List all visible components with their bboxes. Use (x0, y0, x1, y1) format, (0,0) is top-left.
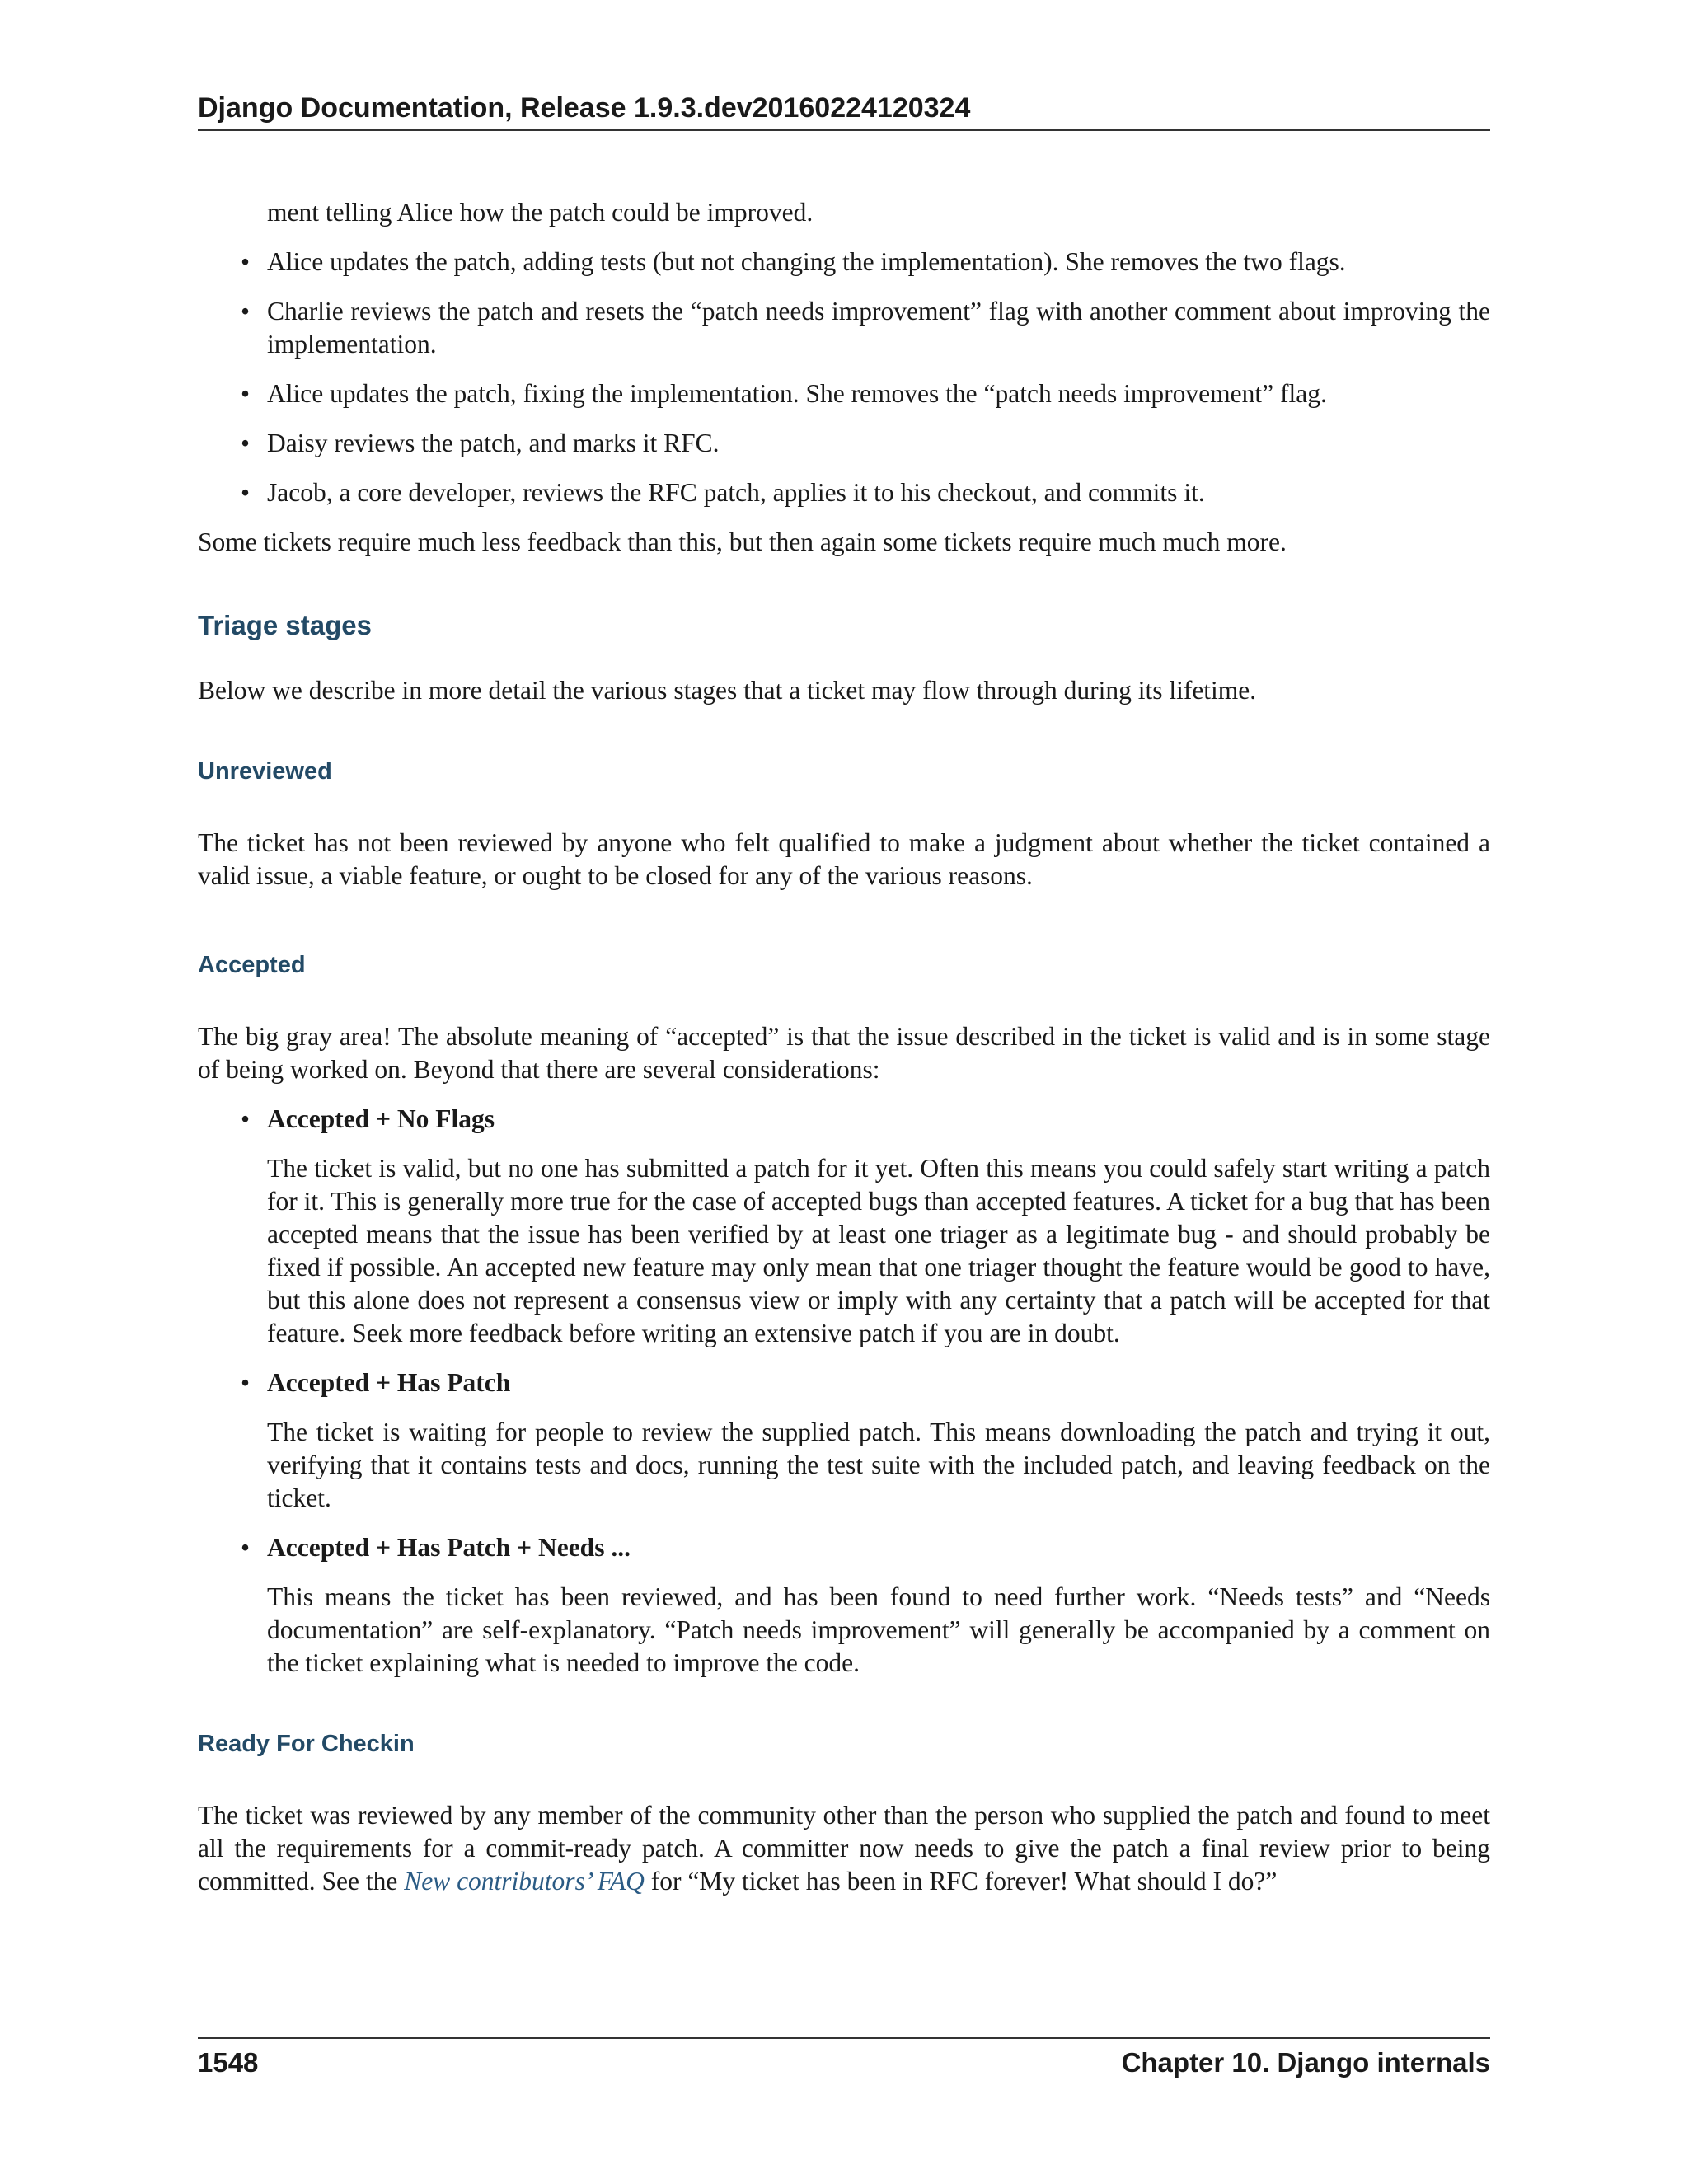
faq-link[interactable]: New contributors’ FAQ (404, 1867, 645, 1896)
subsection-heading-unreviewed: Unreviewed (198, 758, 332, 785)
list-item (198, 1103, 1490, 1136)
list-item (198, 1531, 1490, 1564)
bullet-icon: • (241, 1104, 251, 1133)
running-header: Django Documentation, Release 1.9.3.dev20160224120324 (198, 92, 1490, 131)
list-item-description: The ticket is waiting for people to review the supplied patch. This means downloading the patch and trying it out, verifying that it contains tests and docs, running the test suite with the included patch, and leaving feedback on the ticket. (267, 1418, 1490, 1512)
accepted-states-list (198, 1103, 1490, 1136)
section-heading-triage-stages: Triage stages (198, 610, 372, 640)
bullet-icon: • (241, 429, 251, 457)
chapter-title: Chapter 10. Django internals (1121, 2047, 1490, 2078)
bullet-icon: • (241, 1533, 251, 1562)
list-item-title: Accepted + No Flags (267, 1104, 495, 1133)
list-item-description: The ticket is valid, but no one has submitted a patch for it yet. Often this means you could safely start writing a patch for it. This is generally more true for the case of accepted bugs than accepted features. A ticket for a bug that has been accepted means that the issue has been verified by at least one triager as a legitimate bug - and should probably be fixed if possible. An accepted new feature may only mean that one triager thought the feature would be good to have, but this alone does not represent a consensus view or imply with any certainty that a patch will be accepted for that feature. Seek more feedback before writing an extensive patch if you are in doubt. (267, 1154, 1490, 1347)
list-item (198, 1366, 1490, 1399)
bullet-icon: • (241, 1368, 251, 1397)
list-item-title: Accepted + Has Patch + Needs ... (267, 1533, 631, 1562)
paragraph: The ticket has not been reviewed by anyone who felt qualified to make a judgment about whether the ticket contained a valid issue, a viable feature, or ought to be closed for any of the various reasons. (198, 828, 1490, 890)
list-item-continuation: ment telling Alice how the patch could be improved. (267, 198, 814, 227)
bullet-icon: • (241, 379, 251, 408)
bullet-icon: • (241, 247, 251, 276)
page-content (198, 196, 1490, 1898)
accepted-states-list-2 (198, 1366, 1490, 1399)
list-item-description: This means the ticket has been reviewed, and has been found to need further work. “Needs tests” and “Needs documentation” are self-explanatory. “Patch needs improvement” will generally be accompanied by a comment on the ticket explaining what is needed to improve the code. (267, 1582, 1490, 1677)
accepted-states-list-3 (198, 1531, 1490, 1564)
workflow-list (198, 246, 1490, 509)
paragraph: Below we describe in more detail the various stages that a ticket may flow through during its lifetime. (198, 676, 1257, 705)
paragraph: Some tickets require much less feedback than this, but then again some tickets require much much more. (198, 527, 1287, 556)
list-item: • Jacob, a core developer, reviews the RFC patch, applies it to his checkout, and commits it. (198, 476, 1490, 509)
subsection-heading-ready-for-checkin: Ready For Checkin (198, 1731, 415, 1757)
paragraph: The big gray area! The absolute meaning of “accepted” is that the issue described in the ticket is valid and is in some stage of being worked on. Beyond that there are several considerations: (198, 1022, 1490, 1084)
list-item: • Daisy reviews the patch, and marks it RFC. (198, 427, 1490, 460)
bullet-icon: • (241, 297, 251, 326)
list-item: • Charlie reviews the patch and resets the “patch needs improvement” flag with another comment about improving the implementation. (241, 297, 1490, 359)
list-item: • Alice updates the patch, fixing the implementation. She removes the “patch needs improvement” flag. (198, 377, 1490, 410)
paragraph: The ticket was reviewed by any member of the community other than the person who supplied the patch and found to meet all the requirements for a commit-ready patch. A committer now needs to give the patch a final review prior to being committed. See the New contributors’ FAQ for “My ticket has been in RFC forever! What should I do?” (198, 1801, 1490, 1896)
page-number: 1548 (198, 2047, 259, 2078)
subsection-heading-accepted: Accepted (198, 952, 306, 978)
list-item-title: Accepted + Has Patch (267, 1368, 511, 1397)
bullet-icon: • (241, 478, 251, 507)
list-item: • Alice updates the patch, adding tests (but not changing the implementation). She removes the two flags. (198, 246, 1490, 279)
page-footer (198, 2037, 1490, 2079)
